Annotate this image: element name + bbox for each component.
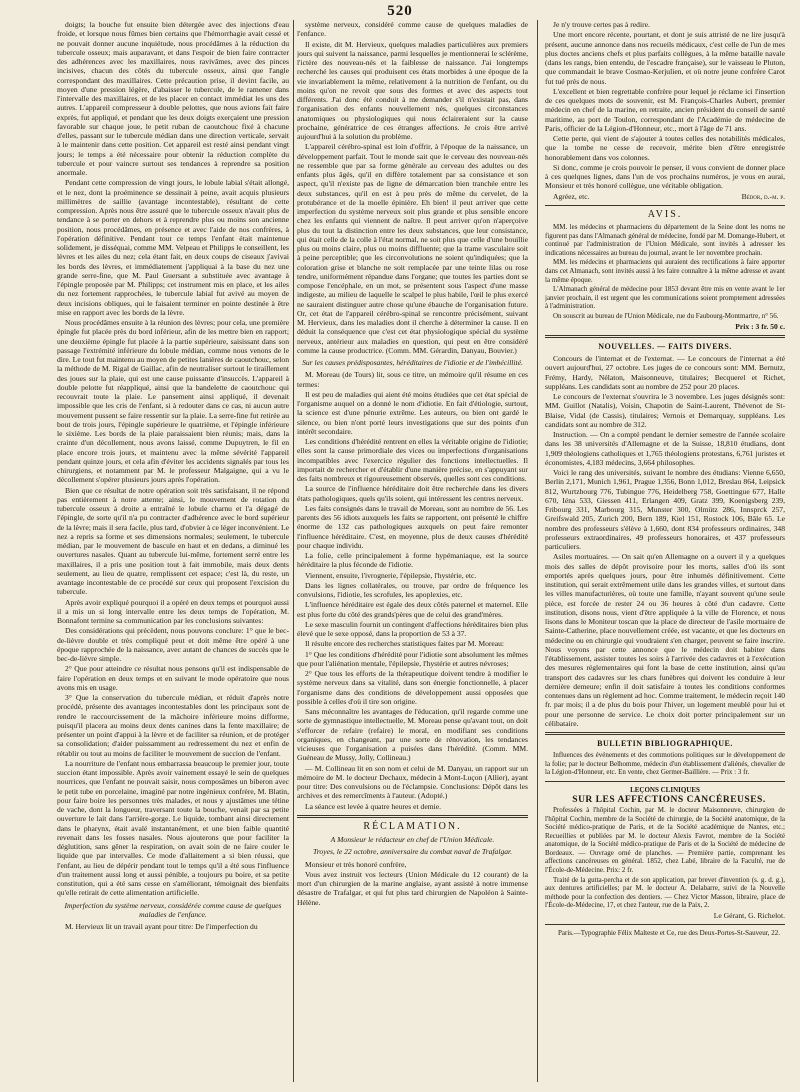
paragraph: Bien que ce résultat de notre opération soit très satisfaisant, il ne répond pas entièrement à notre attente; ainsi, le mouvement de rotation du tubercule osseux à droite a entraîné le lobule charnu et l'a dégagé de l'épingle, de sorte qu'il n'a pu contracter d'adhérence avec le bord supérieur de la lèvre; mais il sera facile, plus tard, d'obvier à ce léger inconvénient. Le nez a repris sa forme et ses dimensions normales; seulement, le tubercule médian, par le mouvement de bascule en haut et en dedans, a diminué les ouvertures nasales. Quant au tubercule lui-même, fortement serré entre les maxillaires, il a pris une position tout à fait immobile, mais deux dents seulement, au lieu de quatre, remplissent cet espace; c'est là, du reste, un avantage incontestable de ce procédé sur ceux qui proposent l'excision du tubercule. [57,485,289,597]
paragraph: Il résulte encore des recherches statistiques faites par M. Moreau: [305,639,505,649]
paragraph: L'influence héréditaire est égale des deux côtés paternel et maternel. Elle est plus forte du côté des grands'pères que de celui des grand'mères. [297,600,528,619]
column-divider [293,20,294,1082]
paragraph: Des considérations qui précèdent, nous pouvons conclure: 1° que le bec-de-lièvre double et très compliqué peut et doit même être opéré à une époque rapprochée de la naissance, avec autant de chances de succès que le bec-de-lièvre simple. [57,626,289,663]
paragraph: La nourriture de l'enfant nous embarrassa beaucoup le premier jour, toute succion étant impossible. Après avoir vainement essayé le sein de quelques nourrices, que l'enfant ne pouvait saisir, nous composâmes un biberon avec le petit tube en porcelaine, imaginé par notre ingénieux confrère, M. Blatin, pour faire boire les personnes très malades, et nous y ajustâmes une tétine de vache, dont la longueur, traversant toute la bouche, venait par sa petite ouverture le lait dans l'arrière-gorge. Le liquide, tombant ainsi directement dans le pharynx, était avalé instantanément, et une bien faible quantité revenait dans les fosses nasales. Nous ajouterons que pour faciliter la déglutition, sans gêner la respiration, on avait soin de ne faire couler le liquide que par intervalles. Ce mode d'allaitement a si bien réussi, que l'enfant, au lieu de dépérir pendant tout le temps qu'il a été sous l'influence d'un traitement aussi long et aussi pénible, a toujours pu boire, et sa petite constitution, qui a été sans cesse en s'améliorant, témoignait des bienfaits qu'elle retirait de cette alimentation artificielle. [57,758,289,898]
closing: Agréez, etc. [553,191,590,201]
paragraph: MM. les médecins et pharmaciens du département de la Seine dont les noms ne figurent pas dans l'Almanach général de médecine, fondé par M. Domange-Hubert, et continué par l'administration de l'Union Médicale, sont invités à adresser les indications nécessaires au bureau du journal, avant le 1er novembre prochain. [545,223,785,257]
paragraph: MM. les médecins et pharmaciens qui auraient des rectifications à faire apporter dans cet Almanach, sont invités aussi à les faire connaître à la même adresse et avant la même époque. [545,258,785,284]
paragraph: Voici le rang des universités, suivant le nombre des étudians: Vienne 6,650, Berlin 2,171, Munich 1,961, Prague 1,356, Bonn 1,012, Breslau 864, Leipsick 812, Wurtzbourg 776, Tubingue 776, Heidelberg 758, Goettingue 677, Halle 670, Iéna 533, Giessen 411, Erlangen 409, Gratz 399, Koenigsberg 239, Fribourg 331, Marbourg 315, Munster 300, Olmütz 286, Innsprck 257, Greifswald 205, Zurich 200, Bern 189, Kiel 151, Rostock 106, Bâle 65. Le nombre des professeurs s'élève à 1,660, dont 834 professeurs ordinaires, 348 professeurs extraordinaires, 49 professeurs honoraires, et 437 professeurs particuliers. [545,468,785,552]
paragraph: Après avoir expliqué pourquoi il a opéré en deux temps et pourquoi aussi il a mis un si long intervalle entre les deux temps de l'opération, M. Bonnafont termine sa communication par les conclusions suivantes: [57,597,289,625]
paragraph: Concours de l'internat et de l'externat. — Le concours de l'internat a été ouvert aujourd'hui, 27 octobre. Les juges de ce concours sont: MM. Bernutz, Frémy, Hardy, Nélaton, Maisonneuve, titulaires; Becquerel et Richet, suppléans. Les candidats sont au nombre de 252 pour 20 places. [545,354,785,391]
paragraph: Il est peu de maladies qui aient été moins étudiées que cet état spécial de l'organisme auquel on a donné le nom d'idiotie. En fait d'étiologie, surtout, la science est d'une pénurie extrême. Les auteurs, ou bien ont gardé le silence, ou bien n'ont porté leurs investigations que sur des points d'un intérêt secondaire. [297,389,528,436]
paragraph: L'appareil cérébro-spinal est loin d'offrir, à l'époque de la naissance, un développement parfait. Tout le monde sait que le cerveau des nouveau-nés ne ressemble que par sa forme générale au cerveau des adultes ou des enfants plus âgés, qu'il en diffère totalement par sa consistance et son aspect, qu'il n'existe pas de ligne de démarcation bien tranchée entre les deux substances, qu'il en est à peu près de même du cervelet, de la protubérance et de la moelle épinière. Eh bien! il peut arriver que cette imperfection du système nerveux soit plus grande et plus sensible encore chez les enfants qui viennent de naître. Il peut arriver qu'on n'aperçoive plus du tout la distinction entre les deux substances, que leur consistance, qui était celle de la colle à l'état normal, ne soit plus que celle d'une bouillie plus ou moins claire, plus ou moins diffluente; que la trame vasculaire soit à peine perceptible; que les circonvolutions ne soient qu'indiquées; que la coloration grise et blanche ne soit remplacée par une teinte lilas ou rose tendre, uniformément répandue dans l'organe; que toutes les parties dont se compose l'encéphale, en un mot, se présentent sous l'aspect d'une masse indigeste, au milieu de laquelle le scalpel le plus habile, l'œil le plus exercé ne sauraient distinguer autre chose qu'une ébauche de l'organisation future. Or, cet état de l'appareil cérébro-spinal se rencontre précisément, suivant M. Hervieux, dans les maladies dont il cherche à déterminer la cause. Il en déduit la conséquence que c'est cet état physiologique spécial du système nerveux, antérieur aux maladies en question, qui peut en être considéré comme la cause productrice. (Comm. MM. Gérardin, Danyau, Bouvier.) [297,142,528,355]
reclamation-dateline: Troyes, le 22 octobre, anniversaire du combat naval de Trafalgar. [312,847,513,857]
paragraph: Si donc, comme je crois pouvoir le penser, il vous convient de donner place à ces quelques lignes, dans l'un de vos prochains numéros, je vous en aurai, Monsieur et très honoré collègue, une véritable obligation. [545,162,785,191]
bibliography-item: Influences des événements et des commotions politiques sur le développement de la folie; par le docteur Belhomme, médecin d'un établissement d'aliénés, chevalier de la Légion-d'Honneur, etc. En vente, chez Germer-Baillière. — Prix : 3 fr. [545,751,785,777]
paragraph: Cette perte, qui vient de s'ajouter à toutes celles des notabilités médicales, que la tombe ne cesse de recevoir, mérite bien d'être enregistrée honorablement dans vos colonnes. [545,134,785,162]
column-middle [297,20,528,1080]
page-number: 520 [387,3,413,19]
section-subtitle: Sur les causes prédisposantes, héréditaires de l'idiotie et de l'imbécillité. [302,358,523,367]
imprint: Paris.—Typographie Félix Malteste et Ce, rue des Deux-Portes-St-Sauveur, 22. [557,929,781,938]
paragraph: Dans les lignes collatérales, ou trouve, par ordre de fréquence les convulsions, l'idiotie, les scrofules, les apoplexies, etc. [297,580,528,599]
paragraph: — M. Collineau lit en son nom et celui de M. Danyau, un rapport sur un mémoire de M. le docteur Dechaux, médecin à Mont-Luçon (Allier), ayant pour titre: Des convulsions ou de l'éclampsie. Conclusions: Dépôt dans les archives et des remercîments à l'auteur. (Adopté.) [297,763,528,801]
section-rule [545,205,785,206]
column-right [545,20,785,1080]
section-rule [545,732,785,735]
column-left [57,20,289,1080]
paragraph: La séance est levée à quatre heures et demie. [305,801,441,811]
paragraph: La folie, celle principalement à forme hypémaniaque, est la source héréditaire la plus féconde de l'idiotie. [297,551,528,570]
signature-line [545,192,785,201]
section-rule [297,815,528,818]
paragraph: Pendant cette compression de vingt jours, le lobule labial s'était allongé, et le nez, dont la proéminence se dessinait à peine, avait acquis plusieurs millimètres de saillie (avantage incontestable), résultant de cette compression. Après nous être assuré que le tubercule osseux n'avait plus de tendance à se porter en dehors et à reprendre plus ou moins son ancienne position, nous procédâmes, en présence et avec l'aide de nos confrères, à l'opération définitive. Pendant tout ce temps l'enfant était maintenue solidement, je disséquai, comme MM. Velpeau et Philipps le conseillent, les lèvres et les ailes du nez; cela étant fait, en deux coups de ciseaux j'avivai les bords des lèvres, et immédiatement j'appliquai à la base du nez une grande serre-fine, que M. Paul Guersant a substituée avec avantage à l'épingle proposée par M. Philipps; cet instrument mis en place, et les ailes du nez fortement rapprochées, le tubercule labial fut avivé au moyen de deux incisions obliques, qui le faisaient terminer en pointe destinée à être mise en rapport avec les bords de la lèvre. [57,178,289,317]
bulletin-heading: BULLETIN BIBLIOGRAPHIQUE. [597,739,733,749]
paragraph: Sans méconnaître les avantages de l'éducation, qu'il regarde comme une sorte de gymnastique intellectuelle, M. Moreau pense qu'avant tout, on doit s'efforcer de refaire (refaire) le moral, en modifiant ses conditions organiques, en changeant, par une sorte de rénovation, les tendances vicieuses que l'organisation a puisées dans l'hérédité. (Comm. MM. Guéneau de Mussy, Jolly, Collineau.) [297,707,528,763]
paragraph: doigts; la bouche fut ensuite bien détergée avec des injections d'eau froide, et lorsque nous fûmes bien certains que l'hémorrhagie avait cessé et ne pouvait donner aucune inquiétude, nous procédâmes à la réduction du tubercule osseux; mais auparavant, et dans l'espoir de bien faire contracter des adhérences avec les maxillaires, nous ravivâmes, avec des pinces incisives, chacun des côtés du tubercule osseux, ainsi que l'angle correspondant des maxillaires. Cette précaution prise, il devint facile, au moyen d'une pression légère, d'abaisser le tubercule, de le ramener dans l'intervalle des maxillaires, et de les placer en contact immédiat les uns des autres. L'appareil compresseur à double pelottes, que nous avions fait faire exprès, fut appliqué, et pendant que les deux doigts exerçaient une pression favorable sur chaque joue, le petit ruban de caoutchouc fixé à chacune d'elles, passant sur le tubercule médian dans une direction verticale, servait à le maintenir dans cette position. Cet appareil est resté ainsi pendant vingt jours; le temps a été nécessaire pour obtenir la réduction complète du tubercule et pour vaincre surtout ses tendances à reprendre sa position anormale. [57,20,289,177]
paragraph: Viennent, ensuite, l'ivrognerie, l'épilepsie, l'hystérie, etc. [305,570,477,580]
paragraph: M. Hervieux lit un travail ayant pour titre: De l'imperfection du [65,922,258,931]
column-divider [537,20,538,1082]
paragraph: La source de l'influence héréditaire doit être recherchée dans les divers états pathologiques, quels qu'ils soient, qui intéressent les centres nerveux. [297,484,528,503]
section-rule [545,781,785,782]
paragraph: Les conditions d'hérédité rentrent en elles la véritable origine de l'idiotie; elles sont la cause primordiale des vices ou imperfections d'organisations incompatibles avec l'exercice régulier des fonctions intellectuelles. Il importait de rechercher et d'établir d'une manière précise, en s'appuyant sur des faits nombreux et rigoureusement observés, quelles sont ces conditions. [297,437,528,483]
reclamation-addressee: A Monsieur le rédacteur en chef de l'Union Médicale. [330,835,495,844]
paragraph: Il existe, dit M. Hervieux, quelques maladies particulières aux premiers jours qui suivent la naissance, parmi lesquelles je mentionnerai le sclérème, l'ictère des nouveau-nés et la faiblesse de naissance. J'ai longtemps recherché les causes qui produisent ces états morbides à une époque de la vie invariablement la même, relativement à la nutrition de l'enfant, ou du moins qu'on ne revoit que sous des formes et avec des aspects tout différents. J'ai donc été conduit à me demander s'il n'existait pas, dans l'organisation des enfants nouvellement nés, quelques circonstances anatomiques ou physiologiques qui nous éclaireraient sur la cause prochaine, génératrice de ces étranges affections. Je crois être arrivé aujourd'hui à la solution du problème. [297,39,528,141]
avis-heading: AVIS. [647,208,683,220]
lecons-title: SUR LES AFFECTIONS CANCÉREUSES. [572,794,766,805]
reclamation-heading: RÉCLAMATION. [363,820,462,832]
paragraph: Asiles mortuaires. — On sait qu'en Allemagne on a ouvert il y a quelques mois des salles de dépôt provisoire pour les morts, salles d'où ils sont emportés après quelques jours, pour être inhumés définitivement. Cette institution, qui serait extrêmement utile dans les grandes villes, et surtout dans les villes manufacturières, où toute une famille, n'ayant souvent qu'une seule pièce, est forcée de rester 24 ou 36 heures à côté d'un cadavre. Cette institution, disons nous, vient d'être appliquée à la ville de Florence, et nous lisons dans le Moniteur toscan que la place de directeur de l'asile mortuaire de Sainte-Catherine, place nouvellement créée, est vacante, et que les docteurs en médecine ou en chirurgie qui voudraient s'en charger, peuvent se faire inscrire. Nous voyons par cette annonce que le médecin doit habiter dans l'établissement, assister toutes les soirs à l'arrivée des cadavres et à l'exécution des mesures réglementaires qui font la base de cette institution, ainsi qu'au transport des cadavres sur les chars funèbres qui doivent les conduire à leur dernière demeure; enfin il doit satisfaire à toutes les conditions conformes contenues dans un règlement ad hoc. Comme traitement, le médecin reçoit 140 fr. par mois; il a de plus du bois pour l'hiver, un logement meublé pour lui et pour une personne de service. Le choix doit porter principalement sur un célibataire. [545,552,785,728]
paragraph: Une mort encore récente, pourtant, et dont je suis attristé de ne lire jusqu'à présent, aucune annonce dans nos recueils médicaux, c'est celle de l'un de mes plus doctes anciens chefs et plus parfaits collègues, à la même bataille navale (dans les rangs, bien entendu, de l'escadre française), sur le vaisseau le Pluton, que commandait le brave Cosmao-Kerjulien, et où notre jeune confrère Carot fut tué près de nous. [545,30,785,86]
paragraph: L'excellent et bien regrettable confrère pour lequel je réclame ici l'insertion de ces quelques mots de souvenir, est M. François-Charles Aubert, premier médecin en chef de la marine, en retraite, ancien président du conseil de santé maritime, au port de Toulon, correspondant de l'Académie de médecine de Paris, officier de la Légion-d'Honneur, etc., mort à l'âge de 71 ans. [545,86,785,133]
paragraph: Instruction. — On a compté pendant le dernier semestre de l'année scolaire dans les 38 universités d'Allemagne et de la Suisse, 18,810 étudians, dont 1,909 théologiens catholiques et 1,765 théologiens protestans, 6,761 juristes et économistes, 4,183 médecins, 3,664 philosophes. [545,430,785,467]
paragraph: 2° Que pour atteindre ce résultat nous pensons qu'il est indispensable de faire l'opération en deux temps et en suivant le mode opératoire que nous avons mis en usage. [57,664,289,692]
lecons-label: LEÇONS CLINIQUES [630,786,700,795]
price: Prix : 3 fr. 50 c. [735,321,785,331]
paragraph: L'Almanach général de médecine pour 1853 devant être mis en vente avant le 1er janvier prochain, il est urgent que les communications soient promptement adressées à l'administration. [545,285,785,311]
paragraph: Je n'y trouve certes pas à redire. [553,20,650,29]
paragraph: 2° Que tous les efforts de la thérapeutique doivent tendre à modifier le système nerveux dans sa vitalité, dans son énergie fonctionnelle, à placer l'organisme dans des conditions de développement aussi opposées que possible à celles d'où il tire son origine. [297,669,528,706]
paragraph: 3° Que la conservation du tubercule médian, et réduit d'après notre procédé, présente des avantages incontestables dont les principaux sont de rendre le raccourcissement de la mâchoire inférieure moins difforme, puisqu'il placera au moins deux dents canines dans la fente maxillaire; de présenter un point d'appui à la lèvre et de faciliter sa réunion, et de protéger sa consolidation; d'aider puissamment au redressement du nez et enfin de rétablir ou tout au moins de faciliter le mouvement de succion de l'enfant. [57,693,289,758]
section-subtitle: Imperfection du système nerveux, considérée comme cause de quelques maladies de l'enfance. [64,900,282,919]
paragraph: Vous avez instruit vos lecteurs (Union Médicale du 12 courant) de la mort d'un chirurgien de la marine anglaise, ayant assisté à notre immense désastre de Trafalgar, et qui fut plus tard chirurgien de Napoléon à Sainte-Hélène. [297,869,528,907]
section-rule [545,924,785,925]
nouvelles-heading: NOUVELLES. — FAITS DIVERS. [598,341,732,351]
gerant: Le Gérant, G. Richelot. [713,911,785,921]
paragraph: M. Moreau (de Tours) lit, sous ce titre, un mémoire qu'il résume en ces termes: [297,370,528,389]
section-rule [545,335,785,338]
paragraph: système nerveux, considéré comme cause de quelques maladies de l'enfance. [297,20,528,39]
paragraph: Nous procédâmes ensuite à la réunion des lèvres; pour cela, une première épingle fut placée près du bord inférieur, afin de les mettre bien en rapport; une deuxième épingle fut placée à la partie supérieure, saisissant dans son passage l'extrémité inférieure du lobule médian, comme nous venons de le dire. Le tout fut maintenu au moyen de petites lanières de caoutchouc, selon la méthode de M. Rigal de Gaillac, afin de neutraliser surtout le tiraillement des joues sur la plaie, qui est une cause puissante d'insuccès. L'appareil à double pelotte fut réappliqué, ainsi que la bandelette de caoutchouc qui recouvrait toute la plaie. Le pansement ainsi appliqué, il devenait impossible que les cris de l'enfant, si à redouter dans ce cas, ni aucun autre mouvement pussent se faire ressentir sur la plaie. La serre-fine fut retirée au bout de trois jours, l'épingle supérieure le quatrième, et l'épingle inférieure le sixième. Les bords de la plaie paraissaient bien réunis; mais, dans la crainte d'un décollement, nous avons laissé, comme Dupuytren, le fil en place encore trois jours, et maintenu avec la même sévérité l'appareil pendant quinze jours, et cela afin d'éviter les accidents signalés par tous les chirurgiens, et notamment par M. le professeur Malgaigne, qui a vu le décollement s'opérer plusieurs jours après l'opération. [57,318,289,485]
bibliography-item: Professées à l'hôpital Cochin, par M. le docteur Maisonneuve, chirurgien de l'hôpital Cochin, membre de la Société de chirurgie, de la Société anatomique, de la Société médico-pratique de Paris, et de la Société académique de Nantes, etc.; Recueillies et publiées par M. le docteur Alexis Favrot, membre de la Société anatomique, de la Société médico-pratique de Paris et de la Société de médecine de Bordeaux. — Ouvrage orné de planches. — Première partie, comprenant les affections cancéreuses en général. 1852, chez Labé, libraire de la Faculté, rue de l'École-de-Médecine. Prix: 2 fr. [545,805,785,875]
signature: Bédor, d.-m. p. [741,191,785,201]
paragraph: Le concours de l'externat s'ouvrira le 3 novembre. Les juges désignés sont: MM. Guillot (Natalis), Voisin, Chapotin de Saint-Laurent, Thévenot de St-Blaise, Vidal (de Cassis), titulaires; Vernois et Demarquay, suppléans. Les candidats sont au nombre de 312. [545,392,785,429]
paragraph: Le sexe masculin fournit un contingent d'affections héréditaires bien plus élevé que le sexe opposé, dans la proportion de 53 à 37. [297,619,528,638]
paragraph: Monsieur et très honoré confrère, [305,859,407,869]
paragraph: 1° Que les conditions d'hérédité pour l'idiotie sont absolument les mêmes que pour l'aliénation mentale, l'épilepsie, l'hystérie et autres névroses; [297,649,528,668]
paragraph: Les faits consignés dans le travail de Moreau, sont au nombre de 56. Les parents des 56 idiots auxquels les faits se rapportent, ont présenté le chiffre énorme de 132 cas pathologiques auxquels on peut faire remonter l'influence héréditaire. C'est, en moyenne, plus de deux causes d'hérédité pour chaque individu. [297,503,528,550]
paragraph: On souscrit au bureau de l'Union Médicale, rue du Faubourg-Montmartre, n° 56. [553,311,779,320]
bibliography-item: Traité de la gutta-percha et de son application, par brevet d'invention (s. g. d. g.), aux dentures artificielles; par M. le docteur A. Delabarre, suivi de la Nouvelle méthode pour la confection des dentiers. — Chez Victor Masson, libraire, place de l'École-de-Médecine, 17, et chez l'auteur, rue de la Paix, 2. [545,875,785,910]
